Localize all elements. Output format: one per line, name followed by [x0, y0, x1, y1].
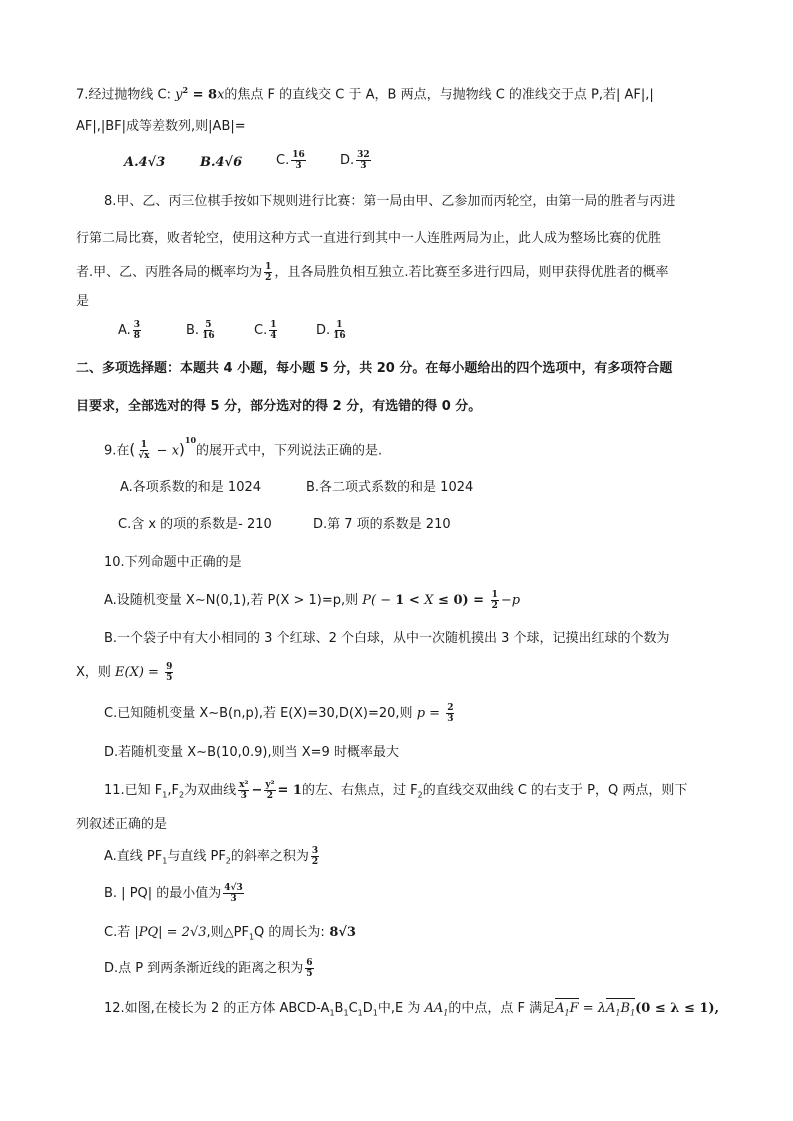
num: 2 — [447, 703, 454, 713]
q10-c-formula: p = — [412, 706, 445, 721]
frac — [332, 320, 347, 341]
label: A. — [118, 323, 131, 338]
q11-a-frac — [311, 846, 319, 867]
q9-option-c: C.含 x 的项的系数是- 210 — [118, 517, 272, 532]
q9-minus-x: − x — [152, 443, 180, 459]
q11-option-a — [104, 846, 321, 872]
q7-text-b: 的焦点 F 的直线交 C 于 A，B 两点，与抛物线 C 的准线交于点 P,若| AF|,| — [224, 87, 654, 103]
q10-a-p: −p — [500, 593, 521, 608]
sub3: 2 — [417, 790, 423, 800]
num: x² — [239, 780, 249, 790]
den: 16 — [202, 331, 215, 341]
num: 32 — [357, 150, 370, 160]
q11-c: 的左、右焦点，过 F — [301, 783, 418, 798]
q9-paren-close: ) — [179, 440, 185, 459]
q10-b-frac — [165, 662, 173, 683]
num: 1 — [265, 262, 272, 272]
q12-c: 的中点，点 F 满足 — [448, 1001, 556, 1016]
num: 9 — [166, 662, 173, 672]
num: 3 — [311, 846, 319, 856]
q12-vec-a1b1: $A_1B_1$ — [606, 999, 635, 1024]
q11-frac-y — [264, 780, 275, 801]
frac — [201, 320, 216, 341]
q9-frac — [137, 440, 150, 461]
q10-line1: 10.下列命题中正确的是 — [104, 555, 242, 570]
q9-b: 的展开式中，下列说法正确的是. — [196, 443, 383, 459]
num: 4√3 — [224, 883, 243, 893]
sub: 1 — [248, 932, 255, 942]
num: 5 — [205, 320, 212, 330]
q11-eq: = 1 — [277, 783, 302, 798]
section2-line1: 二、多项选择题：本题共 4 小题，每小题 5 分，共 20 分。在每小题给出的四个选项中，有多项符合题 — [76, 361, 673, 376]
q11-c-formula: |PQ| = 2√3 — [130, 925, 207, 940]
q12-b: 中,E 为 — [377, 1001, 421, 1016]
den: 2 — [266, 791, 274, 801]
q11-b-frac — [223, 883, 243, 904]
num: y² — [265, 780, 275, 790]
label: B. — [186, 323, 200, 338]
q8-option-d — [316, 320, 349, 341]
q11-frac-x — [238, 780, 249, 801]
q10-option-d: D.若随机变量 X∼B(10,0.9),则当 X=9 时概率最大 — [104, 745, 399, 760]
sub: 1 — [372, 1008, 378, 1018]
den: 2 — [311, 857, 319, 867]
q11-c-2: ,则△PF — [206, 925, 249, 940]
q7-option-d-frac — [356, 150, 371, 171]
q11-option-d — [104, 958, 316, 979]
q12-range: (0 ≤ λ ≤ 1), — [635, 1001, 720, 1016]
q8-option-c — [254, 320, 279, 341]
num: 1 — [140, 440, 148, 451]
q8-half — [264, 262, 272, 283]
num: 6 — [306, 958, 313, 968]
den: 3 — [360, 161, 367, 171]
q12-aa1: $AA_1$ — [420, 1001, 449, 1018]
q9-exp: 10 — [184, 435, 197, 445]
sub: 1 — [343, 1008, 349, 1018]
q7-option-c-label: C. — [276, 153, 290, 168]
q11-b-text: B. | PQ| 的最小值为 — [104, 886, 222, 901]
q11-d-text: D.点 P 到两条渐近线的距离之积为 — [104, 961, 304, 976]
sub: 1 — [329, 1008, 335, 1018]
q11-line1: 11.已知 $F_1,F_2$为双曲线 $\frac{\text{x²}}{3}$ − $\frac{\text{y²}}{2}$ = 1的左、右焦点，过 $F_2$的直线交双曲线 C 的右支于 P，Q 两点，则下 — [104, 780, 688, 801]
q11-c-value: 8√3 — [324, 925, 356, 940]
q7-option-c — [276, 150, 308, 171]
frac — [133, 320, 141, 341]
q12-vec-a1f: $A_1F$ — [555, 999, 579, 1024]
q8-option-a — [118, 320, 143, 341]
q10-b-formula: E(X) = — [110, 665, 164, 680]
sub2: 2 — [179, 790, 185, 800]
den: 3 — [230, 894, 237, 904]
q7-option-c-frac — [291, 150, 306, 171]
q8-line4: 是 — [76, 294, 90, 309]
q8-line1: 8.甲、乙、丙三位棋手按如下规则进行比赛：第一局由甲、乙参加而丙轮空，由第一局的胜者与丙进 — [104, 194, 676, 209]
q11-d: 的直线交双曲线 C 的右支于 P，Q 两点，则下 — [422, 783, 688, 798]
q7-line1 — [76, 80, 654, 105]
q7-formula-x: x — [217, 87, 225, 103]
q11-c-3: Q 的周长为: — [254, 925, 325, 940]
q8-option-b — [186, 320, 218, 341]
sub1: 1 — [162, 790, 168, 800]
q12-eq: = λ — [578, 1001, 607, 1016]
sub: 1 — [357, 1008, 363, 1018]
q8-line2: 行第二局比赛，败者轮空，使用这种方式一直进行到其中一人连胜两局为止，此人成为整场比赛的优胜 — [76, 231, 662, 246]
den: 5 — [166, 673, 173, 683]
q7-exp: 2 — [182, 85, 189, 95]
q7-option-b-text: B.4√6 — [200, 155, 243, 170]
sub: 2 — [225, 856, 231, 866]
den: 2 — [265, 273, 272, 283]
q7-formula: y — [175, 87, 183, 103]
q9-paren-open: ( — [129, 440, 136, 459]
q9-option-b: B.各二项式系数的和是 1024 — [306, 480, 474, 495]
q11-option-c — [104, 923, 356, 948]
sub: 1 — [162, 856, 168, 866]
q7-option-d — [340, 150, 373, 171]
q11-minus: − — [251, 783, 263, 798]
den: 3 — [447, 714, 454, 724]
q7-option-a — [124, 153, 165, 173]
q9-line1 — [104, 436, 382, 461]
q10-a-formula2: 1 < — [395, 593, 425, 608]
den: 16 — [333, 331, 346, 341]
q7-option-d-label: D. — [340, 153, 355, 168]
q12-line1: 12.如图,在棱长为 2 的正方体 ABCD-$A_1B_1C_1D_1$中,E 为 $AA_1$的中点，点 F 满足$A_1F = \lambda A_1B_1(0 \le \lambda \le 1)$, — [104, 999, 719, 1024]
q10-c-text: C.已知随机变量 X∼B(n,p),若 E(X)=30,D(X)=20,则 — [104, 706, 413, 721]
den: 2 — [491, 601, 498, 611]
q10-c-frac — [446, 703, 454, 724]
den: √x — [138, 451, 150, 462]
num: 1 — [491, 590, 498, 600]
q10-option-c — [104, 703, 456, 724]
q8-line3 — [76, 262, 669, 283]
label: D. — [316, 323, 331, 338]
num: 16 — [292, 150, 305, 160]
den: 5 — [306, 969, 313, 979]
q10-a-text: A.设随机变量 X∼N(0,1),若 P(X > 1)=p,则 — [104, 593, 359, 608]
q11-d-frac — [305, 958, 313, 979]
q12-a: 12.如图,在棱长为 2 的正方体 ABCD-A — [104, 1001, 330, 1016]
q11-c-1: C.若 — [104, 925, 131, 940]
q10-a-formula4: ≤ 0) = — [433, 593, 489, 608]
den: 8 — [133, 331, 141, 341]
q8-line3-a: 者.甲、乙、丙胜各局的概率均为 — [76, 265, 263, 280]
num: 1 — [336, 320, 343, 330]
q10-option-b-line1: B.一个袋子中有大小相同的 3 个红球、2 个白球，从中一次随机摸出 3 个球，记摸出红球的个数为 — [104, 631, 670, 646]
label: C. — [254, 323, 268, 338]
q10-a-frac — [491, 590, 499, 611]
num: 1 — [270, 320, 277, 330]
q7-line2: AF|,|BF|成等差数列,则|AB|= — [76, 119, 246, 134]
q11-a: 11.已知 F — [104, 783, 163, 798]
q10-option-b-line2 — [76, 662, 175, 683]
q7-text-a: 7.经过抛物线 C: — [76, 87, 176, 103]
q9-option-a: A.各项系数的和是 1024 — [120, 480, 262, 495]
q7-option-b — [200, 153, 242, 173]
den: 3 — [240, 791, 247, 801]
q11-b: 为双曲线 — [184, 783, 237, 798]
section2-line2: 目要求，全部选对的得 5 分，部分选对的得 2 分，有选错的得 0 分。 — [76, 399, 482, 414]
den: 4 — [270, 331, 277, 341]
num: 3 — [133, 320, 141, 330]
q11-a-2: 与直线 PF — [167, 849, 226, 864]
q8-line3-b: ，且各局胜负相互独立.若比赛至多进行四局，则甲获得优胜者的概率 — [274, 265, 669, 280]
q11-a-3: 的斜率之积为 — [230, 849, 309, 864]
den: 3 — [295, 161, 302, 171]
q11-option-b — [104, 883, 246, 904]
q10-option-a — [104, 590, 520, 611]
q10-a-formula3: X — [424, 593, 434, 608]
q10-b-text: X，则 — [76, 665, 111, 680]
q9-a: 9.在 — [104, 443, 130, 459]
q11-a-1: A.直线 PF — [104, 849, 163, 864]
q10-a-formula: P( − — [358, 593, 396, 608]
q11-line2: 列叙述正确的是 — [76, 817, 168, 832]
q7-formula-rest: = 8 — [188, 87, 218, 103]
q7-option-a-text: A.4√3 — [124, 155, 166, 170]
q9-option-d: D.第 7 项的系数是 210 — [313, 517, 451, 532]
frac — [269, 320, 277, 341]
